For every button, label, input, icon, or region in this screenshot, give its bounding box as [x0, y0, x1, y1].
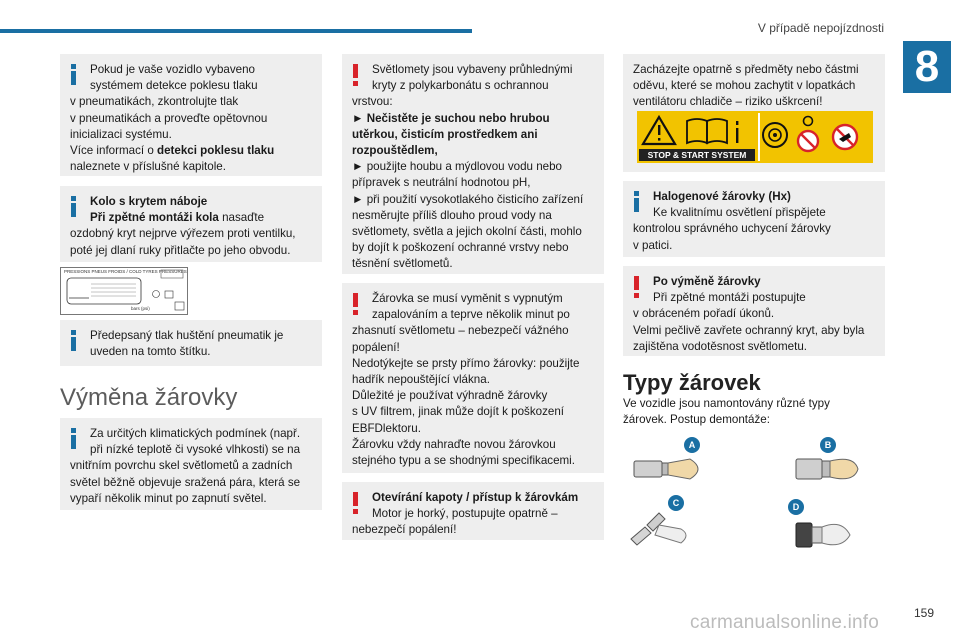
note-text: Při zpětné montáži kola nasaďte — [90, 211, 265, 225]
bulb-label-b: B — [820, 437, 836, 453]
header-accent-bar — [0, 29, 472, 33]
warning-text: nebezpečí popálení! — [352, 523, 457, 537]
page-header-title: V případě nepojízdnosti — [757, 21, 884, 35]
note-text: vypaří několik minut po zapnutí světel. — [70, 491, 267, 505]
hubcap-info-note — [60, 186, 322, 262]
note-text: při nízké teplotě či vysoké vlhkosti) se na — [90, 443, 301, 457]
warning-text: Při zpětné montáži postupujte — [653, 291, 806, 305]
bulb-type-c-image — [625, 498, 705, 555]
bulb-a-drawing — [628, 447, 718, 489]
bold-reference: detekci poklesu tlaku — [157, 144, 275, 158]
section-title-bulb-replacement: Výměna žárovky — [60, 384, 238, 411]
note-text: ozdobný kryt nejprve výřezem proti ventilku, — [70, 227, 296, 241]
warning-text: oděvu, které se mohou zachytit v lopatkách — [633, 79, 856, 93]
warning-text: Světlomety jsou vybaveny průhlednými — [372, 63, 573, 76]
section-title-bulb-types: Typy žárovek — [623, 370, 761, 395]
warning-text: Žárovku vždy nahraďte novou žárovkou — [352, 437, 556, 451]
note-text: v patici. — [633, 238, 673, 252]
warning-text: kryty z polykarbonátu s ochrannou — [372, 79, 549, 93]
info-icon — [70, 330, 76, 350]
warning-icon — [633, 276, 639, 296]
bulb-types-intro: Ve vozidle jsou namontovány různé typy žárovek. Postup demontáže: — [623, 397, 830, 426]
note-text: Více informací o detekci poklesu tlaku — [70, 144, 275, 158]
tyre-pressure-label-image: PRESSIONS PNEUS FROIDS / COLD TYRES PRESSURES bars (psi) — [60, 267, 188, 315]
warning-icon — [352, 64, 358, 84]
warning-text: Důležité je používat výhradně žárovky — [352, 389, 548, 403]
note-text: v pneumatikách, zkontrolujte tlak — [70, 95, 239, 109]
note-text: Za určitých klimatických podmínek (např. — [90, 427, 301, 440]
bulb-type-b-image — [792, 440, 872, 489]
stop-start-safety-label-image — [637, 111, 873, 163]
warning-text: světlomety, světla a jejich okolní části, mohlo — [352, 225, 582, 239]
bulb-change-warning — [342, 283, 604, 473]
warning-text: ventilátoru chladiče – riziko uškrcení! — [633, 95, 823, 109]
bulb-label-d: D — [788, 499, 804, 515]
info-icon — [70, 428, 76, 448]
note-text: Ke kvalitnímu osvětlení přispějete — [653, 206, 826, 220]
warning-text: ► použijte houbu a mýdlovou vodu nebo — [352, 160, 563, 174]
bulb-type-a-image — [628, 440, 718, 489]
warning-text: hadřík nepouštějící vlákna. — [352, 373, 490, 387]
bonnet-warning — [342, 482, 604, 540]
refit-warning — [623, 266, 885, 356]
pressure-info-note — [60, 320, 322, 366]
note-text: naleznete v příslušné kapitole. — [70, 160, 226, 174]
tyre-label-drawing — [61, 268, 187, 314]
chapter-number-tab: 8 — [903, 41, 951, 93]
info-icon — [633, 191, 639, 211]
bulb-type-d-image — [790, 502, 864, 555]
note-text: inicializaci systému. — [70, 127, 172, 141]
note-title: Kolo s krytem náboje — [90, 195, 208, 208]
warning-text: vrstvou: — [352, 95, 393, 109]
tpms-info-note — [60, 54, 322, 176]
warning-text: EBFDlektoru. — [352, 421, 421, 435]
warning-text: Nedotýkejte se prsty přímo žárovky: použijte — [352, 356, 580, 370]
warning-text: ► Nečistěte je suchou nebo hrubou — [352, 111, 550, 125]
warning-title: Po výměně žárovky — [653, 275, 761, 288]
warning-text: popálení! — [352, 340, 400, 354]
warning-text: přípravek s neutrální hodnotou pH, — [352, 176, 531, 190]
warning-text: zhasnutí světlometu – nebezpečí vážného — [352, 324, 569, 338]
note-text: světel běžně objevuje sražená pára, která se — [70, 475, 301, 489]
info-icon — [70, 196, 76, 216]
bulb-label-a: A — [684, 437, 700, 453]
warning-icon — [352, 293, 358, 313]
warning-text: Zacházejte opatrně s předměty nebo částmi — [633, 63, 859, 76]
warning-text: těsnění světlometů. — [352, 257, 453, 271]
note-text: v pneumatikách a proveďte opětovnou — [70, 111, 268, 125]
warning-text: Velmi pečlivě zavřete ochranný kryt, aby byla — [633, 323, 865, 337]
warning-title: Otevírání kapoty / přístup k žárovkám — [372, 491, 579, 504]
warning-text: rozpouštědlem, — [352, 144, 438, 158]
note-title: Halogenové žárovky (Hx) — [653, 190, 791, 203]
warning-text: by dojít k poškození ochranné vrstvy nebo — [352, 241, 569, 255]
note-text: Pokud je vaše vozidlo vybaveno — [90, 63, 255, 76]
note-text: poté jej dlaní ruky přitlačte po jeho obvodu. — [70, 243, 291, 257]
note-text: systémem detekce poklesu tlaku — [90, 79, 258, 93]
warning-text: Motor je horký, postupujte opatrně – — [372, 507, 558, 521]
warning-text: ► při použití vysokotlakého čisticího zařízení — [352, 192, 584, 206]
bulb-label-c: C — [668, 495, 684, 511]
warning-icon — [352, 492, 358, 512]
warning-text: v obráceném pořadí úkonů. — [633, 307, 775, 321]
halogen-info-note — [623, 181, 885, 257]
condensation-info-note — [60, 418, 322, 510]
page-number: 159 — [913, 606, 934, 620]
warning-text: stejného typu a se shodnými specifikacemi. — [352, 454, 575, 468]
warning-text: Žárovka se musí vyměnit s vypnutým — [372, 292, 563, 305]
bulb-b-drawing — [792, 447, 872, 489]
note-text: kontrolou správného uchycení žárovky — [633, 222, 831, 236]
note-text: uveden na tomto štítku. — [90, 345, 211, 359]
warning-text: utěrkou, čisticím prostředkem ani — [352, 127, 538, 141]
warning-text: zapalováním a teprve několik minut po — [372, 308, 570, 322]
note-text: Předepsaný tlak huštění pneumatik je — [90, 329, 284, 342]
stop-start-caption: STOP & START SYSTEM — [639, 149, 755, 161]
note-text: vnitřním povrchu skel světlometů a zadních — [70, 459, 293, 473]
watermark: carmanualsonline.info — [690, 612, 880, 633]
info-icon — [70, 64, 76, 84]
polycarbonate-warning — [342, 54, 604, 274]
bulb-c-drawing — [625, 505, 705, 555]
warning-text: s UV filtrem, jinak může dojít k poškození — [352, 405, 564, 419]
warning-text: zajištěna vodotěsnost světlometu. — [633, 339, 808, 353]
warning-text: nesměrujte příliš dlouho proud vody na — [352, 208, 552, 222]
